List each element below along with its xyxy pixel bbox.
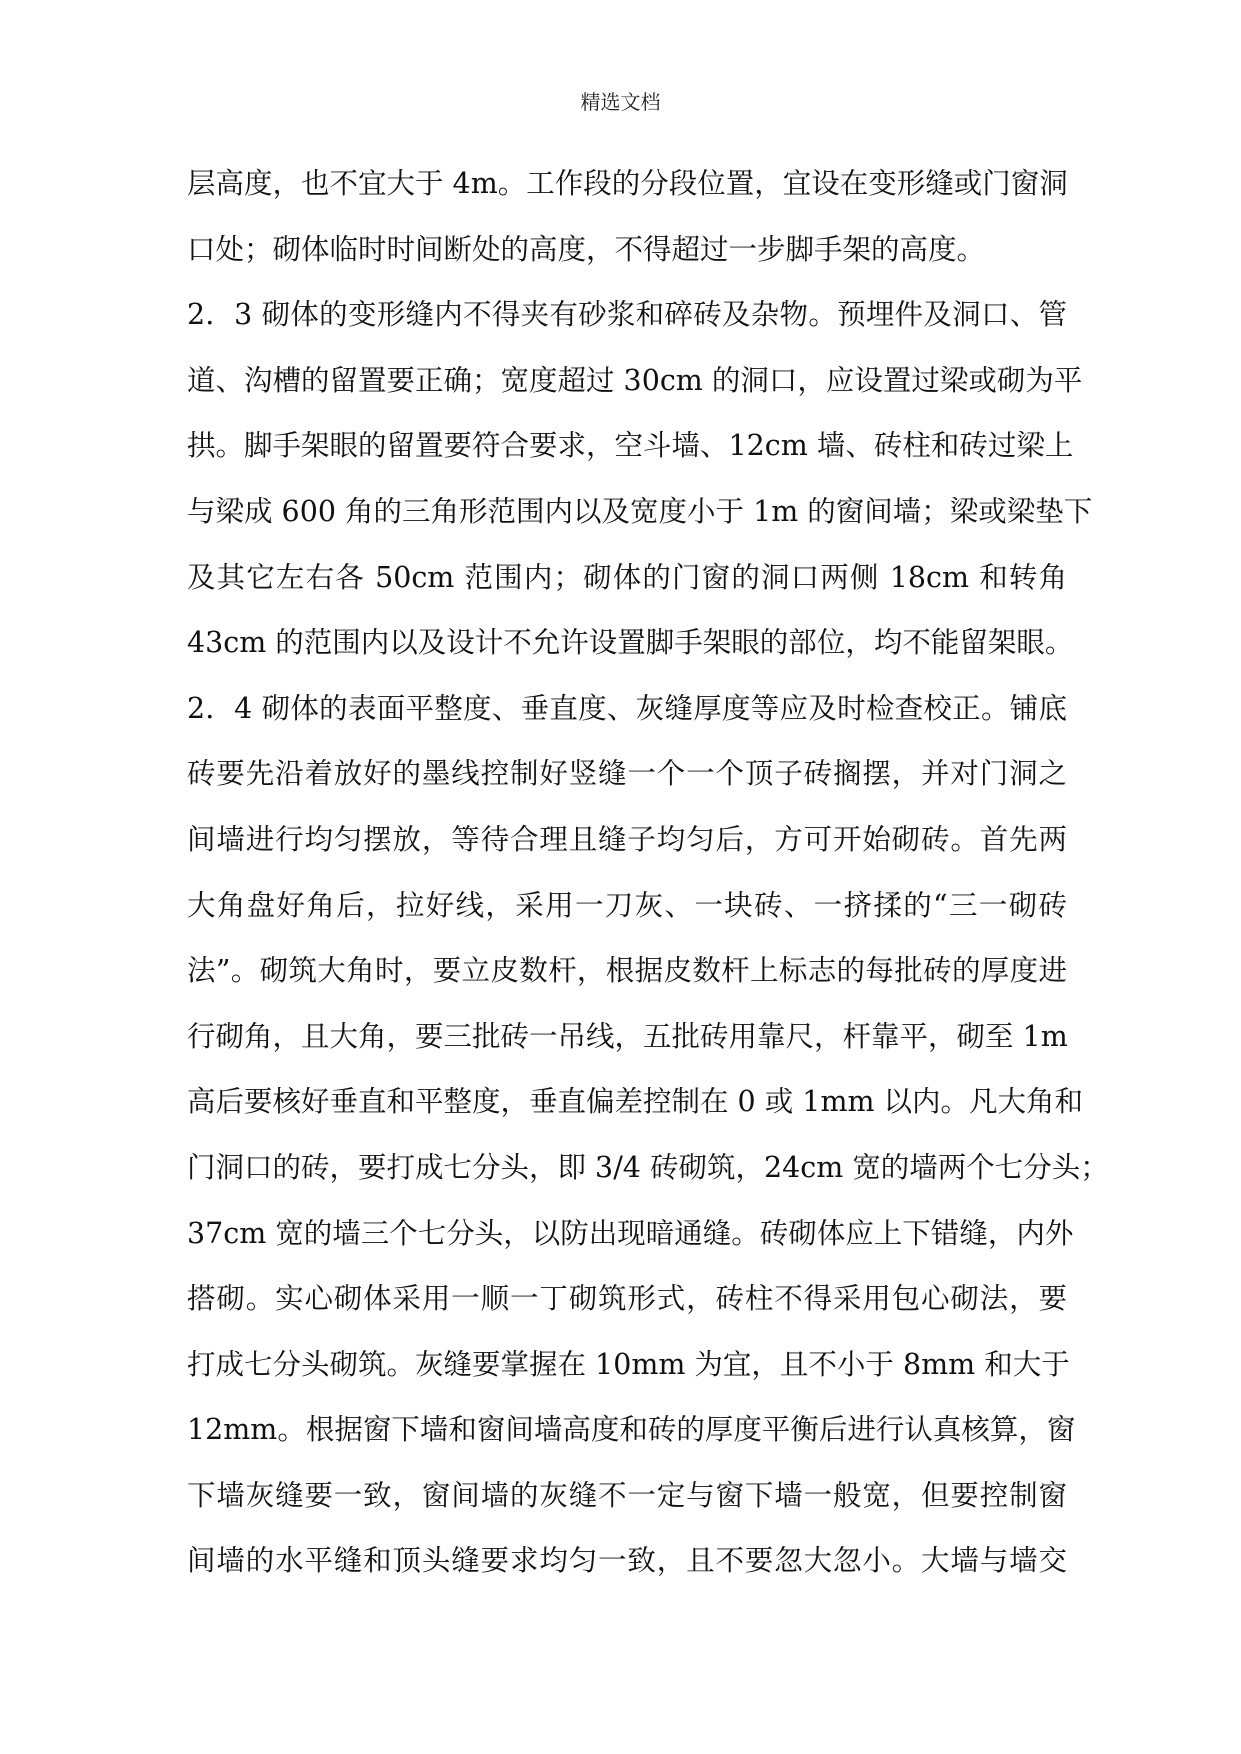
text-line: 拱。脚手架眼的留置要符合要求，空斗墙、12cm 墙、砖柱和砖过梁上	[187, 429, 1074, 463]
text-line: 高后要核好垂直和平整度，垂直偏差控制在 0 或 1mm 以内。凡大角和	[187, 1085, 1084, 1119]
text-line: 砖要先沿着放好的墨线控制好竖缝一个一个顶子砖搁摆，并对门洞之	[187, 757, 1067, 791]
text-line: 及其它左右各 50cm 范围内；砌体的门窗的洞口两侧 18cm 和转角	[187, 560, 1067, 594]
page-header: 精选文档	[580, 90, 661, 114]
text-line: 层高度，也不宜大于 4m。工作段的分段位置，宜设在变形缝或门窗洞	[187, 167, 1068, 200]
text-line: 2．3 砌体的变形缝内不得夹有砂浆和碎砖及杂物。预埋件及洞口、管	[187, 298, 1067, 332]
text-line: 间墙进行均匀摆放，等待合理且缝子均匀后，方可开始砌砖。首先两	[187, 822, 1067, 856]
text-line: 打成七分头砌筑。灰缝要掌握在 10mm 为宜，且不小于 8mm 和大于	[187, 1347, 1070, 1381]
text-line: 门洞口的砖，要打成七分头，即 3/4 砖砌筑，24cm 宽的墙两个七分头；	[187, 1150, 1109, 1184]
text-line: 行砌角，且大角，要三批砖一吊线，五批砖用靠尺，杆靠平，砌至 1m	[187, 1019, 1068, 1053]
text-line: 37cm 宽的墙三个七分头，以防出现暗通缝。砖砌体应上下错缝，内外	[187, 1216, 1074, 1250]
text-line: 间墙的水平缝和顶头缝要求均匀一致，且不要忽大忽小。大墙与墙交	[187, 1544, 1067, 1578]
text-line: 12mm。根据窗下墙和窗间墙高度和砖的厚度平衡后进行认真核算，窗	[187, 1413, 1076, 1447]
text-line: 大角盘好角后，拉好线，采用一刀灰、一块砖、一挤揉的“三一砌砖	[187, 888, 1067, 922]
text-line: 2．4 砌体的表面平整度、垂直度、灰缝厚度等应及时检查校正。铺底	[187, 691, 1067, 725]
text-line: 与梁成 600 角的三角形范围内以及宽度小于 1m 的窗间墙；梁或梁垫下	[187, 494, 1093, 528]
text-line: 法”。砌筑大角时，要立皮数杆，根据皮数杆上标志的每批砖的厚度进	[187, 954, 1067, 988]
text-line: 口处；砌体临时时间断处的高度，不得超过一步脚手架的高度。	[187, 232, 986, 266]
text-line: 搭砌。实心砌体采用一顺一丁砌筑形式，砖柱不得采用包心砌法，要	[187, 1282, 1067, 1316]
body-text	[187, 151, 1109, 1594]
text-line: 下墙灰缝要一致，窗间墙的灰缝不一定与窗下墙一般宽，但要控制窗	[187, 1478, 1067, 1512]
text-line: 43cm 的范围内以及设计不允许设置脚手架眼的部位，均不能留架眼。	[187, 626, 1074, 660]
text-line: 道、沟槽的留置要正确；宽度超过 30cm 的洞口，应设置过梁或砌为平	[187, 363, 1083, 397]
